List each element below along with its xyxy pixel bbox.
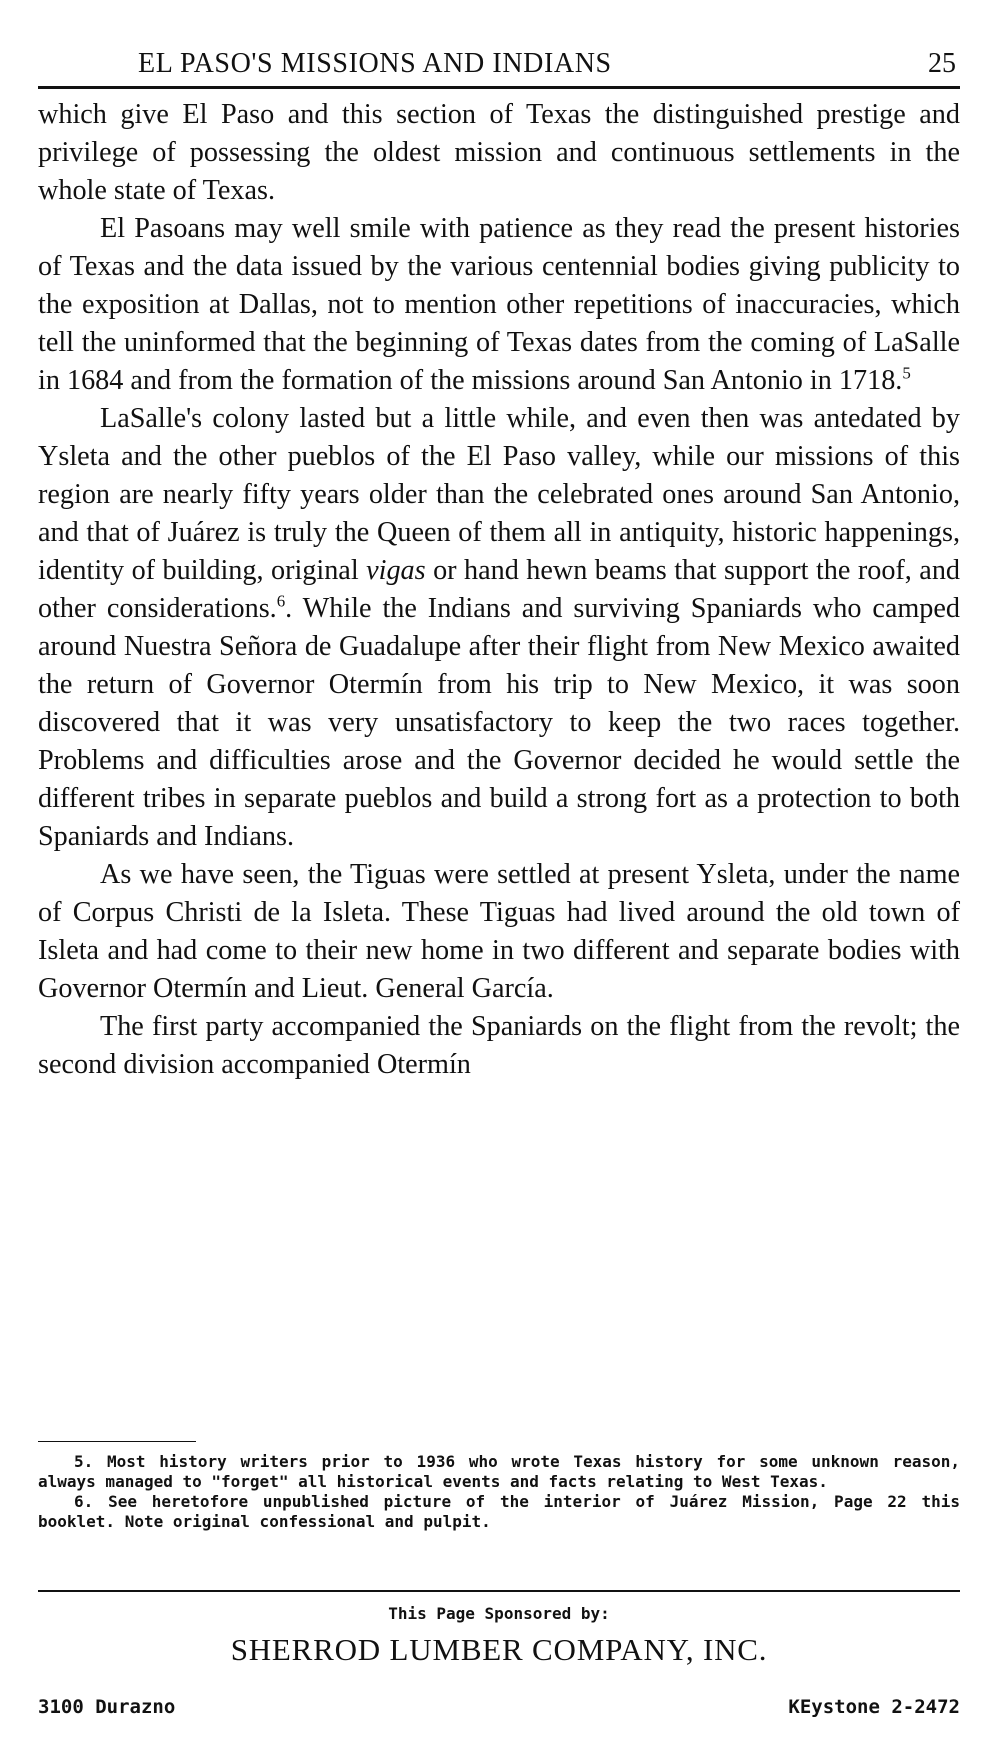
paragraph-2-text: El Pasoans may well smile with patience as they read the present histories of Texas and the data issued by the various centennial bodies giving publicity to the exposition at Dallas, not to mention other repetitions of inaccuracies, which tell the uninformed that the beginning of Texas dates from the coming of LaSalle in 1684 and from the formation of the missions around San Antonio in 1718.: [38, 213, 960, 396]
book-page: [38, 0, 960, 1737]
footnotes: [38, 1452, 960, 1532]
sponsor-address: 3100 Durazno: [38, 1696, 176, 1718]
footnote-rule: [38, 1441, 196, 1442]
paragraph-3-text-c: . While the Indians and surviving Spaniards who camped around Nuestra Señora de Guadalupe after their flight from New Mexico awaited the return of Governor Otermín from his trip to New Mexico, it was soon discovered that it was very unsatisfactory to keep the two races together. Problems and difficulties arose and the Governor decided he would settle the different tribes in separate pueblos and build a strong fort as a protection to both Spaniards and Indians.: [38, 593, 960, 852]
sponsor-company-name: SHERROD LUMBER COMPANY, INC.: [230, 1632, 768, 1667]
sponsor-rule: [38, 1590, 960, 1592]
sponsor-label: This Page Sponsored by:: [388, 1604, 610, 1623]
body-text: [38, 96, 960, 1084]
header-rule: [38, 86, 960, 89]
sponsor-phone: KEystone 2-2472: [788, 1696, 960, 1718]
paragraph-4: As we have seen, the Tiguas were settled at present Ysleta, under the name of Corpus Christi de la Isleta. These Tiguas had lived around the old town of Isleta and had come to their new home in two different and separate bodies with Governor Otermín and Lieut. General García.: [38, 859, 960, 1004]
paragraph-3: [38, 400, 960, 856]
paragraph-5: The first party accompanied the Spaniards on the flight from the revolt; the second division accompanied Otermín: [38, 1011, 960, 1080]
italic-vigas: vigas: [366, 555, 426, 586]
paragraph-3-text-a: LaSalle's colony lasted but a little while, and even then was antedated by Ysleta and the other pueblos of the El Paso valley, while our missions of this region are nearly fifty years older than the celebrated ones around San Antonio, and that of Juárez is truly the Queen of them all in antiquity, historic happenings, identity of building, original: [38, 403, 960, 586]
footnote-ref-6: 6: [276, 591, 286, 611]
running-title: EL PASO'S MISSIONS AND INDIANS: [138, 48, 612, 79]
paragraph-1: which give El Paso and this section of Texas the distinguished prestige and privilege of possessing the oldest mission and continuous settlements in the whole state of Texas.: [38, 99, 960, 206]
paragraph-3-text-b: or hand hewn beams that support the roof, and other considerations.: [38, 555, 961, 624]
page-number: 25: [928, 48, 956, 79]
footnote-5: 5. Most history writers prior to 1936 who wrote Texas history for some unknown reason, always managed to "forget" all historical events and facts relating to West Texas.: [38, 1452, 960, 1491]
footnote-6: 6. See heretofore unpublished picture of the interior of Juárez Mission, Page 22 this booklet. Note original confessional and pulpit.: [38, 1492, 960, 1531]
running-header: [38, 44, 960, 84]
footnote-ref-5: 5: [902, 363, 911, 383]
paragraph-2: [38, 210, 960, 400]
